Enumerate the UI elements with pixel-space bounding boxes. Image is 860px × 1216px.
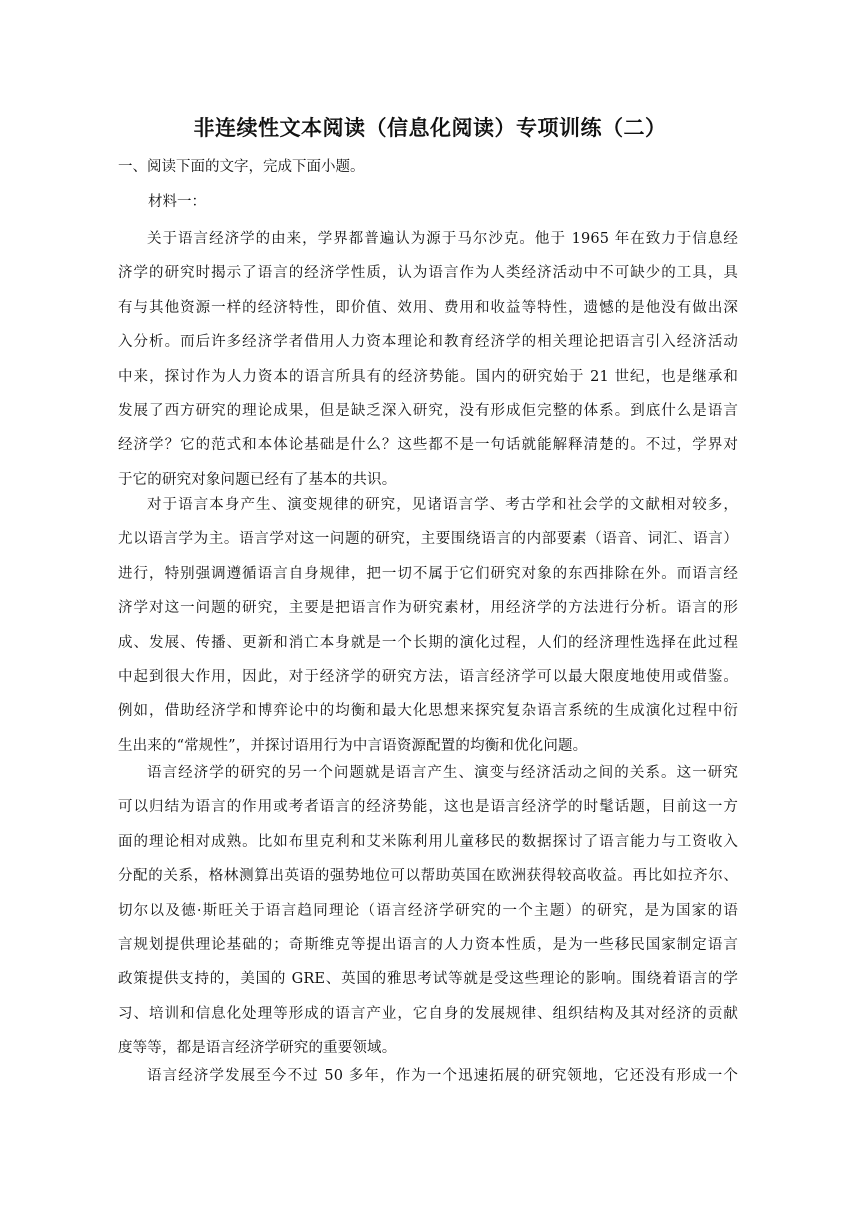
paragraph-line: 言规划提供理论基础的；奇斯维克等提出语言的人力资本性质，是为一些移民国家制定语言 <box>118 937 738 954</box>
paragraph-4 <box>118 1059 738 1093</box>
paragraph-1 <box>118 222 738 497</box>
paragraph-3 <box>118 756 738 1066</box>
paragraph-line: 济学的研究时揭示了语言的经济学性质，认为语言作为人类经济活动中不可缺少的工具，具 <box>118 265 738 282</box>
paragraph-line: 济学对这一问题的研究，主要是把语言作为研究素材，用经济学的方法进行分析。语言的形 <box>118 600 738 617</box>
paragraph-line: 对于语言本身产生、演变规律的研究，见诸语言学、考古学和社会学的文献相对较多， <box>147 497 738 513</box>
paragraph-line: 生出来的“常规性”，并探讨语用行为中言语资源配置的均衡和优化问题。 <box>118 737 588 754</box>
paragraph-line: 于它的研究对象问题已经有了基本的共识。 <box>118 471 397 488</box>
paragraph-line: 切尔以及德·斯旺关于语言趋同理论（语言经济学研究的一个主题）的研究，是为国家的语 <box>118 902 738 919</box>
paragraph-line: 成、发展、传播、更新和消亡本身就是一个长期的演化过程，人们的经济理性选择在此过程 <box>118 634 738 651</box>
paragraph-line: 政策提供支持的，美国的 GRE、英国的雅思考试等就是受这些理论的影响。围绕着语言的学 <box>118 971 738 988</box>
paragraph-line: 发展了西方研究的理论成果，但是缺乏深入研究，没有形成佢完整的体系。到底什么是语言 <box>118 403 738 420</box>
paragraph-2 <box>118 488 738 763</box>
paragraph-line: 习、培训和信息化处理等形成的语言产业，它自身的发展规律、组织结构及其对经济的贡献 <box>118 1005 738 1022</box>
paragraph-line: 尤以语言学为主。语言学对这一问题的研究，主要围绕语言的内部要素（语音、词汇、语言） <box>118 531 738 548</box>
paragraph-line: 中起到很大作用，因此，对于经济学的研究方法，语言经济学可以最大限度地使用或借鉴。 <box>118 669 738 686</box>
document-title: 非连续性文本阅读（信息化阅读）专项训练（二） <box>193 116 667 140</box>
question-instruction: 一、阅读下面的文字，完成下面小题。 <box>118 159 365 175</box>
paragraph-line: 语言经济学发展至今不过 50 多年，作为一个迅速拓展的研究领地，它还没有形成一个 <box>147 1068 738 1084</box>
paragraph-line: 度等等，都是语言经济学研究的重要领域。 <box>118 1040 397 1057</box>
paragraph-line: 进行，特别强调遵循语言自身规律，把一切不属于它们研究对象的东西排除在外。而语言经 <box>118 565 738 582</box>
paragraph-line: 入分析。而后许多经济学者借用人力资本理论和教育经济学的相关理论把语言引入经济活动 <box>118 334 738 351</box>
paragraph-line: 经济学？它的范式和本体论基础是什么？这些都不是一句话就能解释清楚的。不过，学界对 <box>118 437 738 454</box>
paragraph-line: 例如，借助经济学和博弈论中的均衡和最大化思想来探究复杂语言系统的生成演化过程中衍 <box>118 703 738 720</box>
paragraph-line: 可以归结为语言的作用或考者语言的经济势能，这也是语言经济学的时髦话题，目前这一方 <box>118 799 738 816</box>
paragraph-line: 中来，探讨作为人力资本的语言所具有的经济势能。国内的研究始于 21 世纪，也是继承和 <box>118 368 738 385</box>
paragraph-line: 语言经济学的研究的另一个问题就是语言产生、演变与经济活动之间的关系。这一研究 <box>147 765 738 781</box>
paragraph-line: 分配的关系，格林测算出英语的强势地位可以帮助英国在欧洲获得较高收益。再比如拉齐尔、 <box>118 868 738 885</box>
paragraph-line: 有与其他资源一样的经济特性，即价值、效用、费用和收益等特性，遗憾的是他没有做出深 <box>118 299 738 316</box>
paragraph-line: 面的理论相对成熟。比如布里克利和艾米陈利用儿童移民的数据探讨了语言能力与工资收入 <box>118 833 738 850</box>
paragraph-line: 关于语言经济学的由来，学界都普遍认为源于马尔沙克。他于 1965 年在致力于信息经 <box>147 231 738 247</box>
material-label: 材料一： <box>148 194 206 210</box>
